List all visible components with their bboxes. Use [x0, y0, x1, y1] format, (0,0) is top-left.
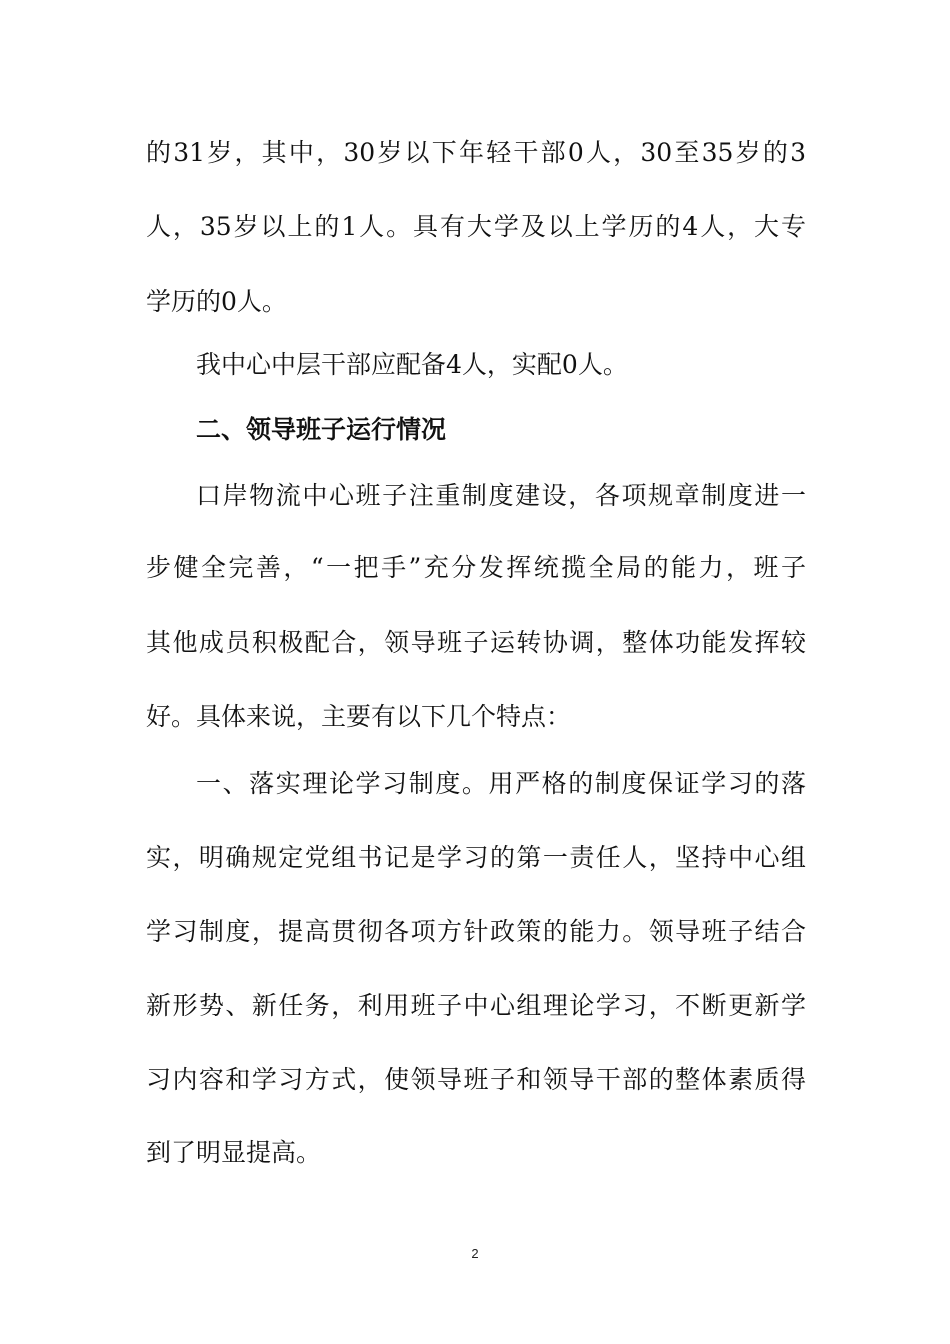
paragraph-line: 学习制度，提高贯彻各项方针政策的能力。领导班子结合 — [146, 917, 806, 946]
paragraph-line: 其他成员积极配合，领导班子运转协调，整体功能发挥较 — [146, 628, 806, 657]
paragraph-line: 我中心中层干部应配备4人，实配0人。 — [196, 350, 628, 379]
paragraph-line: 步健全完善，“一把手”充分发挥统揽全局的能力，班子 — [146, 553, 806, 582]
paragraph-line: 的31岁，其中，30岁以下年轻干部0人，30至35岁的3 — [146, 138, 806, 167]
section-heading: 二、领导班子运行情况 — [196, 415, 447, 444]
paragraph-line: 口岸物流中心班子注重制度建设，各项规章制度进一 — [196, 481, 806, 510]
paragraph-line: 习内容和学习方式，使领导班子和领导干部的整体素质得 — [146, 1065, 806, 1094]
paragraph-line: 新形势、新任务，利用班子中心组理论学习，不断更新学 — [146, 991, 806, 1020]
paragraph-line: 实，明确规定党组书记是学习的第一责任人，坚持中心组 — [146, 843, 806, 872]
paragraph-line: 一、落实理论学习制度。用严格的制度保证学习的落 — [196, 769, 806, 798]
paragraph-line: 人，35岁以上的1人。具有大学及以上学历的4人，大专 — [146, 212, 806, 241]
page-number: 2 — [471, 1246, 479, 1261]
paragraph-line: 好。具体来说，主要有以下几个特点： — [146, 702, 572, 731]
paragraph-line: 到了明显提高。 — [146, 1138, 322, 1167]
paragraph-line: 学历的0人。 — [146, 287, 287, 316]
